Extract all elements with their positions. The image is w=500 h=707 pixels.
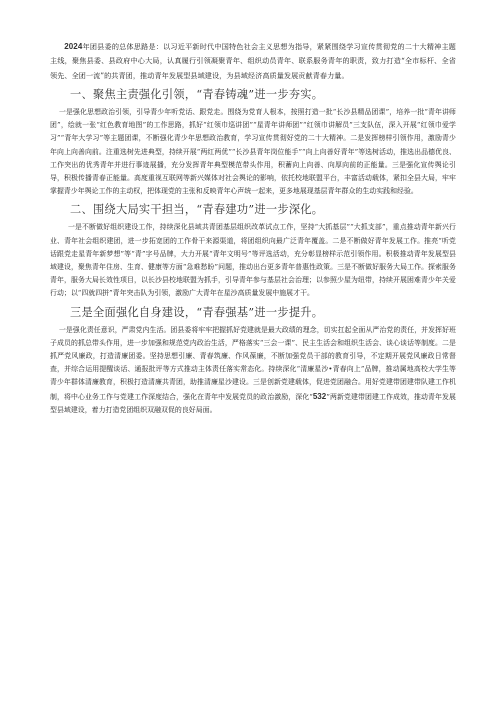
intro-text: 年团县委的总体思路是：以习近平新时代中国特色社会主义思想为指导，紧紧围绕学习宣传贯彻党的二十大精神主题主线，聚焦县委、县政府中心大局，认真履行引领凝聚青年、组织动员青年、联系服务青年的职责，致力打造“全市标杆、全省领先、全团一流”的共青团，推动青年发展型县域建设，为县域经济高质量发展贡献青春力量。: [50, 42, 456, 80]
intro-paragraph: [50, 40, 456, 83]
section-3-heading: 三是全面强化自身建设，“青春强基”进一步提升。: [70, 305, 324, 319]
section-3-number-532: 532: [312, 391, 327, 401]
section-3: [50, 305, 456, 417]
section-3-body: [50, 324, 456, 417]
section-1-heading: 一、聚焦主责强化引领，“青春铸魂”进一步夯实。: [70, 87, 324, 101]
section-2-heading: 二、围绕大局实干担当，“青春建功”进一步深化。: [70, 203, 324, 217]
intro-year: 2024: [64, 42, 83, 51]
section-1-body: 一是强化思想政治引领，引导青少年听党话、跟党走。围绕为党育人根本，按照打造一批“长沙县精品团课”，培养一批“青年讲师团”，绘就一张“红色教育地图”的工作思路，抓好“红领巾巡讲团”“星青年讲师团”“红领巾讲解员”三支队伍，深入开展“红领巾爱学习”“青年大学习”等主题团课，不断强化青少年思想政治教育，学习宣传贯彻好党的二十大精神。二是发挥榜样引领作用，激励青少年向上向善向前。注重选树先进典型，持续开展“两红两优”“长沙县青年岗位能手”“向上向善好青年”等选树活动，推选出品德优良、工作突出的优秀青年并进行事迹展播，充分发挥青年典型模范带头作用，积蓄向上向善、向厚向前的正能量。三是强化宣传舆论引导，积极传播青春正能量。高度重视互联网等新兴媒体对社会舆论的影响，依托校地联盟平台，丰富活动载体，紧扣全县大局，牢牢掌握青少年舆论工作的主动权，把体现党的主张和反映青年心声统一起来，更多地展现基层青年群众的生动实践和经验。: [50, 107, 456, 196]
section-3-body-part1: 一是强化责任意识，严肃党内生活。团县委将牢牢把握抓好党建就是最大政绩的理念，切实扛起全面从严治党的责任，并发挥好班子成员的抓总带头作用，进一步加强和规范党内政治生活，严格落实“三会一课”、民主生活会和组织生活会、谈心谈话等制度。二是抓严党风廉政，打造清廉团委。坚持思想引廉、青春筑廉、作风葆廉，不断加强党员干部的教育引导，不定期开展党风廉政日常督查，并综合运用提醒谈话、通报批评等方式推动主体责任落实常态化。持续深化“清廉星沙•青春向上”品牌，推动属地高校大学生等青少年群体清廉教育，积极打造清廉共青团，助推清廉星沙建设。三是创新党建载体，促进党团融合。用好党建带团建带队建工作机制，将中心业务工作与党建工作深度结合，强化在青年中发展党员的政治激励，深化“: [50, 325, 456, 401]
section-2: [50, 202, 456, 300]
section-1: [50, 87, 456, 198]
section-3-body-part2: ”两新党建带团建工作成效，推动青年发展型县域建设，着力打造党团组织双融双促的良好局面。: [50, 392, 456, 414]
section-2-body: 一是不断做好组织建设工作，持续深化县域共青团基层组织改革试点工作，坚持“大抓基层”“大抓支部”，重点推动青年新兴行业、青年社会组织建团，进一步拓宽团的工作骨干来源渠道，将团组织向最广泛青年覆盖。二是不断做好青年发展工作。推亮“听党话跟党走星青年新梦想”等“青”字号品牌，大力开展“青年文明号”等评选活动，充分彰显榜样示范引领作用。积极推动青年发展型县域建设，聚焦青年住房、生育、健康等方面“急难愁盼”问题，推动出台更多青年普惠性政策。三是不断做好服务大局工作。探索服务青年，服务大局长效性项目，以长沙县校地联盟为抓手，引导青年参与基层社会治理；以参照少屋为纽带，持续开展困难青少年关爱行动；以“四就四拼”青年突击队为引领，激励广大青年在星沙高质量发展中施展才干。: [50, 223, 456, 298]
